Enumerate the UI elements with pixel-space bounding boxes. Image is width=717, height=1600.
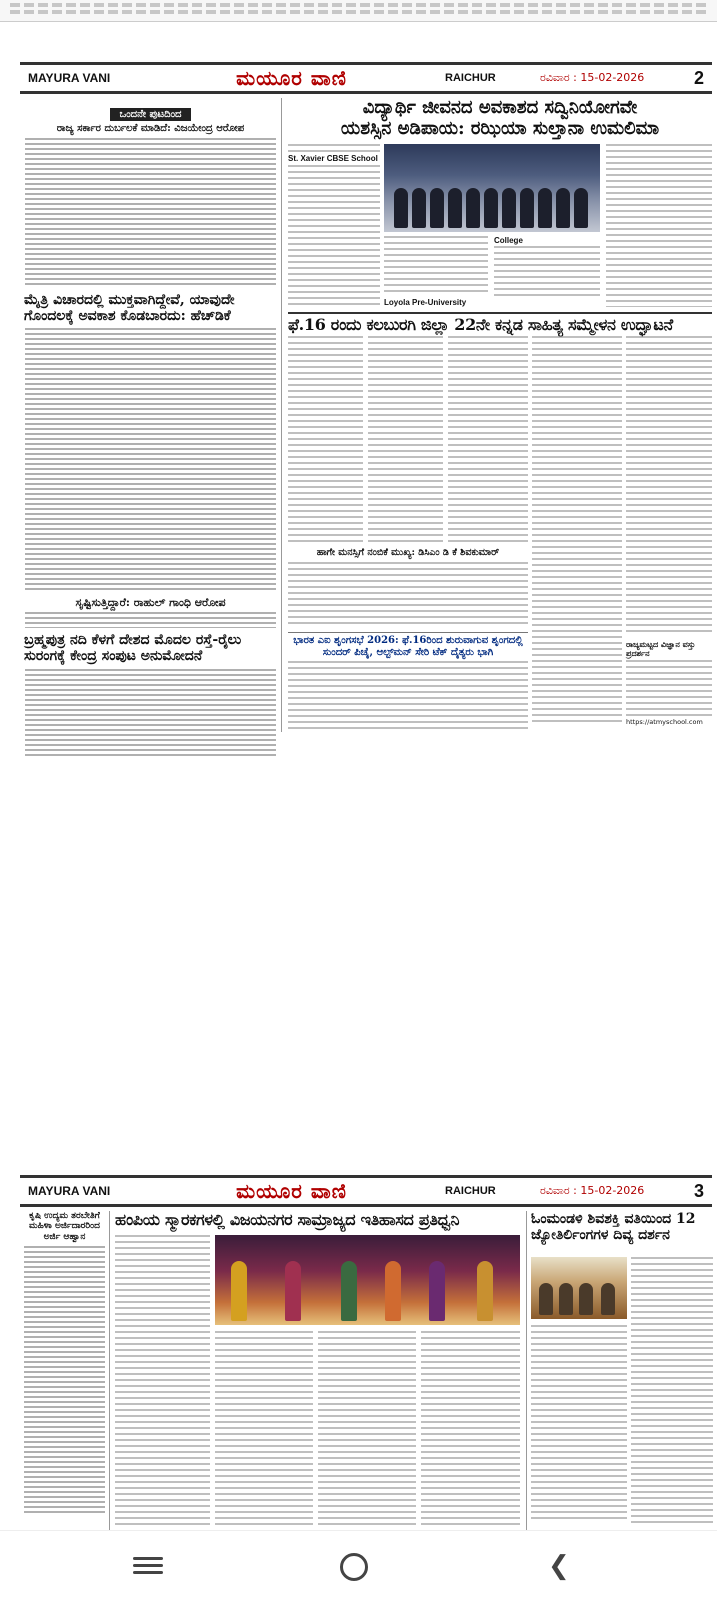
dcm-story [288, 548, 528, 628]
lead-headline: ವಿದ್ಯಾರ್ಥಿ ಜೀವನದ ಅವಕಾಶದ ಸದ್ವಿನಿಯೋಗವೇ [362, 97, 638, 118]
story-headline: ಬ್ರಹ್ಮಪುತ್ರ ನದಿ ಕೆಳಗೆ ದೇಶದ ಮೊದಲ ರಸ್ತೆ-ರೈಲು ಸುರಂಗಕ್ಕೆ ಕೇಂದ್ರ ಸಂಪುಟ ಅನುಮೋದನೆ [24, 632, 242, 665]
jyotirlinga-event-photo [531, 1257, 627, 1319]
story-headline: ಓಂಮಂಡಳಿ ಶಿವಶಕ್ತಿ ವತಿಯಿಂದ 12 ಜ್ಯೋತಿರ್ಲಿಂಗಗಳ ದಿವ್ಯ ದರ್ಶನ [531, 1211, 696, 1244]
story-headline: ರಾಜ್ಯಮಟ್ಟದ ವಿಜ್ಞಾನ ವಸ್ತು ಪ್ರದರ್ಶನ [626, 639, 696, 659]
masthead-city: RAICHUR [445, 1185, 496, 1197]
story-url: https://atmyschool.com [626, 718, 703, 727]
section-kicker: ಒಂದನೇ ಪುಟದಿಂದ [110, 108, 192, 121]
story-body [25, 612, 276, 628]
system-navigation-bar [0, 1530, 717, 1600]
story-headline: ರಾಜ್ಯ ಸರ್ಕಾರ ದುರ್ಬಲಕೆ ಮಾಡಿದೆ: ವಿಜಯೇಂದ್ರ ಆರೋಪ [56, 123, 245, 134]
story-body [25, 138, 276, 288]
back-icon[interactable]: ❮ [548, 1551, 570, 1581]
story-headline: ಸೃಷ್ಟಿಸುತ್ತಿದ್ದಾರೆ: ರಾಹುಲ್ ಗಾಂಧಿ ಆರೋಪ [75, 595, 226, 609]
students-group-photo [384, 144, 600, 232]
ai-summit-story [288, 632, 528, 729]
school-name: St. Xavier CBSE School [288, 154, 378, 163]
lead-headline: ಯಶಸ್ಸಿನ ಅಡಿಪಾಯ: ರಝಿಯಾ ಸುಲ್ತಾನಾ ಉಮಲಿಮಾ [340, 117, 660, 139]
menu-icon[interactable] [133, 1553, 163, 1577]
story-headline: ಹಂಪಿಯ ಸ್ಮಾರಕಗಳಲ್ಲಿ ವಿಜಯನಗರ ಸಾಮ್ರಾಜ್ಯದ ಇತಿಹಾಸದ ಪ್ರತಿಧ್ವನಿ [115, 1210, 460, 1229]
kalaburagi-story-col [626, 336, 712, 636]
science-exhibition-story [626, 640, 712, 726]
left-column [20, 98, 282, 732]
story-headline: ಮೈತ್ರಿ ವಿಚಾರದಲ್ಲಿ ಮುಕ್ತವಾಗಿದ್ದೇವೆ, ಯಾವುದೇ ಗೊಂದಲಕ್ಕೆ ಅವಕಾಶ ಕೊಡಬಾರದು: ಹೆಚ್‌ಡಿಕೆ [24, 291, 235, 324]
page-number: 2 [693, 67, 704, 88]
lead-story-right-column [606, 144, 712, 307]
lead-story-body [288, 144, 600, 307]
masthead-date: ರವಿವಾರ : 15-02-2026 [540, 1184, 645, 1197]
previous-page-strip [0, 0, 717, 22]
masthead-date: ರವಿವಾರ : 15-02-2026 [540, 71, 645, 84]
page-number: 3 [693, 1180, 704, 1201]
newspaper-page-2 [20, 62, 712, 732]
newspaper-page-3 [20, 1175, 712, 1530]
home-icon[interactable] [340, 1553, 368, 1581]
kalaburagi-story-col [532, 336, 622, 726]
college-name: Loyola Pre-University [384, 298, 467, 307]
masthead-kannada-name: ಮಯೂರ ವಾಣಿ [236, 66, 347, 90]
masthead-kannada-name: ಮಯೂರ ವಾಣಿ [236, 1179, 347, 1203]
college-name: College [494, 236, 523, 245]
masthead-english-name: MAYURA VANI [28, 1184, 111, 1198]
story-headline: ಭಾರತ ಎಐ ಶೃಂಗಸಭೆ 2026: ಫೆ.16ರಿಂದ ಶುರುವಾಗುವ ಶೃಂಗದಲ್ಲಿ ಸುಂದರ್ ಪಿಚೈ, ಆಲ್ಟ್‌ಮನ್ ಸೇರಿ ಟೆಕ್ ದೈತ್ಯರು ಭಾಗಿ [293, 635, 523, 658]
masthead [20, 62, 712, 94]
story-headline: ಕೃಷಿ ಉದ್ಯಮ ತರಬೇತಿಗೆ ಮಹಿಳಾ ಅರ್ಜಿದಾರರಿಂದ ಅರ್ಜಿ ಆಹ್ವಾನ [29, 1211, 100, 1242]
hampi-story [115, 1211, 520, 1530]
masthead-english-name: MAYURA VANI [28, 71, 111, 85]
story-body [25, 328, 276, 593]
masthead [20, 1175, 712, 1207]
dance-performance-photo [215, 1235, 520, 1325]
story-headline: ಫೆ.16 ರಂದು ಕಲಬುರಗಿ ಜಿಲ್ಲಾ 22ನೇ ಕನ್ನಡ ಸಾಹಿತ್ಯ ಸಮ್ಮೇಳನ ಉದ್ಘಾಟನೆ [288, 315, 673, 334]
jyotirlinga-story [526, 1211, 712, 1530]
story-body [25, 669, 276, 757]
kalaburagi-story-body [288, 336, 528, 546]
story-headline: ಹಾಗೇ ಮನಸ್ಸಿಗೆ ನಂಬಿಕೆ ಮುಖ್ಯ: ಡಿಸಿಎಂ ಡಿ ಕೆ ಶಿವಕುಮಾರ್ [316, 547, 500, 558]
kalaburagi-story [288, 312, 712, 334]
masthead-city: RAICHUR [445, 72, 496, 84]
lead-story [288, 98, 712, 139]
left-column [20, 1211, 110, 1530]
